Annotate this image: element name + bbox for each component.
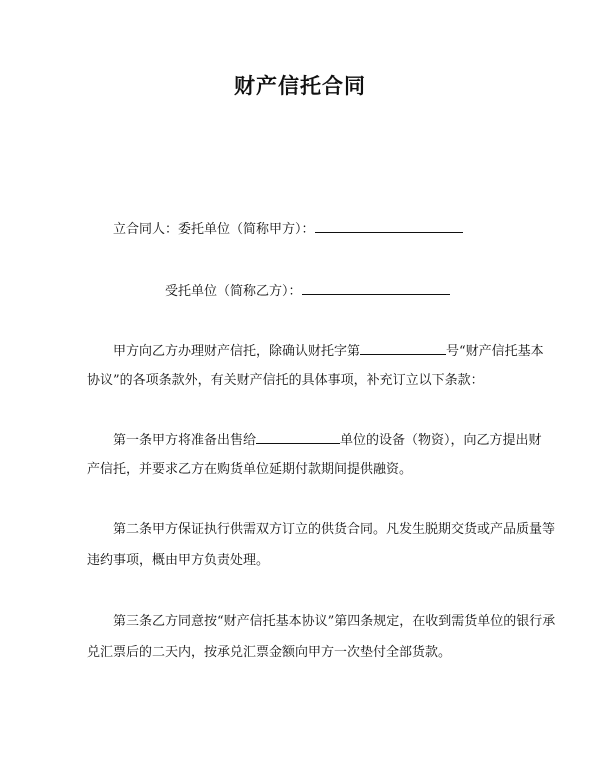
clause3-line-2: 兑汇票后的二天内，按承兑汇票金额向甲方一次垫付全部货款。 <box>87 645 452 660</box>
clause2-line-1: 第二条甲方保证执行供需双方订立的供货合同。凡发生脱期交货或产品质量等 <box>113 522 556 537</box>
party-a-label: 委托单位（简称甲方）： <box>178 222 315 237</box>
clause3-line-1: 第三条乙方同意按“财产信托基本协议”第四条规定，在收到需货单位的银行承 <box>113 614 556 629</box>
clause1-text-b: 单位的设备（物资），向乙方提出财 <box>340 433 542 448</box>
clause1-line-2: 产信托，并要求乙方在购货单位延期付款期间提供融资。 <box>87 462 413 477</box>
intro-text-a: 甲方向乙方办理财产信托，除确认财托字第 <box>113 344 361 359</box>
party-b-label: 受托单位（简称乙方）： <box>165 284 302 299</box>
party-a-blank <box>315 219 463 233</box>
party-a-line <box>113 219 463 239</box>
clause1-text-a: 第一条甲方将准备出售给 <box>113 433 257 448</box>
party-a-prefix: 立合同人： <box>113 222 179 237</box>
buyer-unit-blank <box>256 430 340 444</box>
party-b-blank <box>302 281 450 295</box>
clause2-line-2: 违约事项，概由甲方负责处理。 <box>87 553 270 568</box>
agreement-number-blank <box>360 341 446 355</box>
party-b-line <box>165 281 450 301</box>
document-title: 财产信托合同 <box>234 74 366 98</box>
intro-line-1 <box>113 341 544 361</box>
clause1-line-1 <box>113 430 542 450</box>
intro-line-2: 协议”的各项条款外，有关财产信托的具体事项，补充订立以下条款： <box>87 373 484 388</box>
intro-text-b: 号“财产信托基本 <box>446 344 544 359</box>
